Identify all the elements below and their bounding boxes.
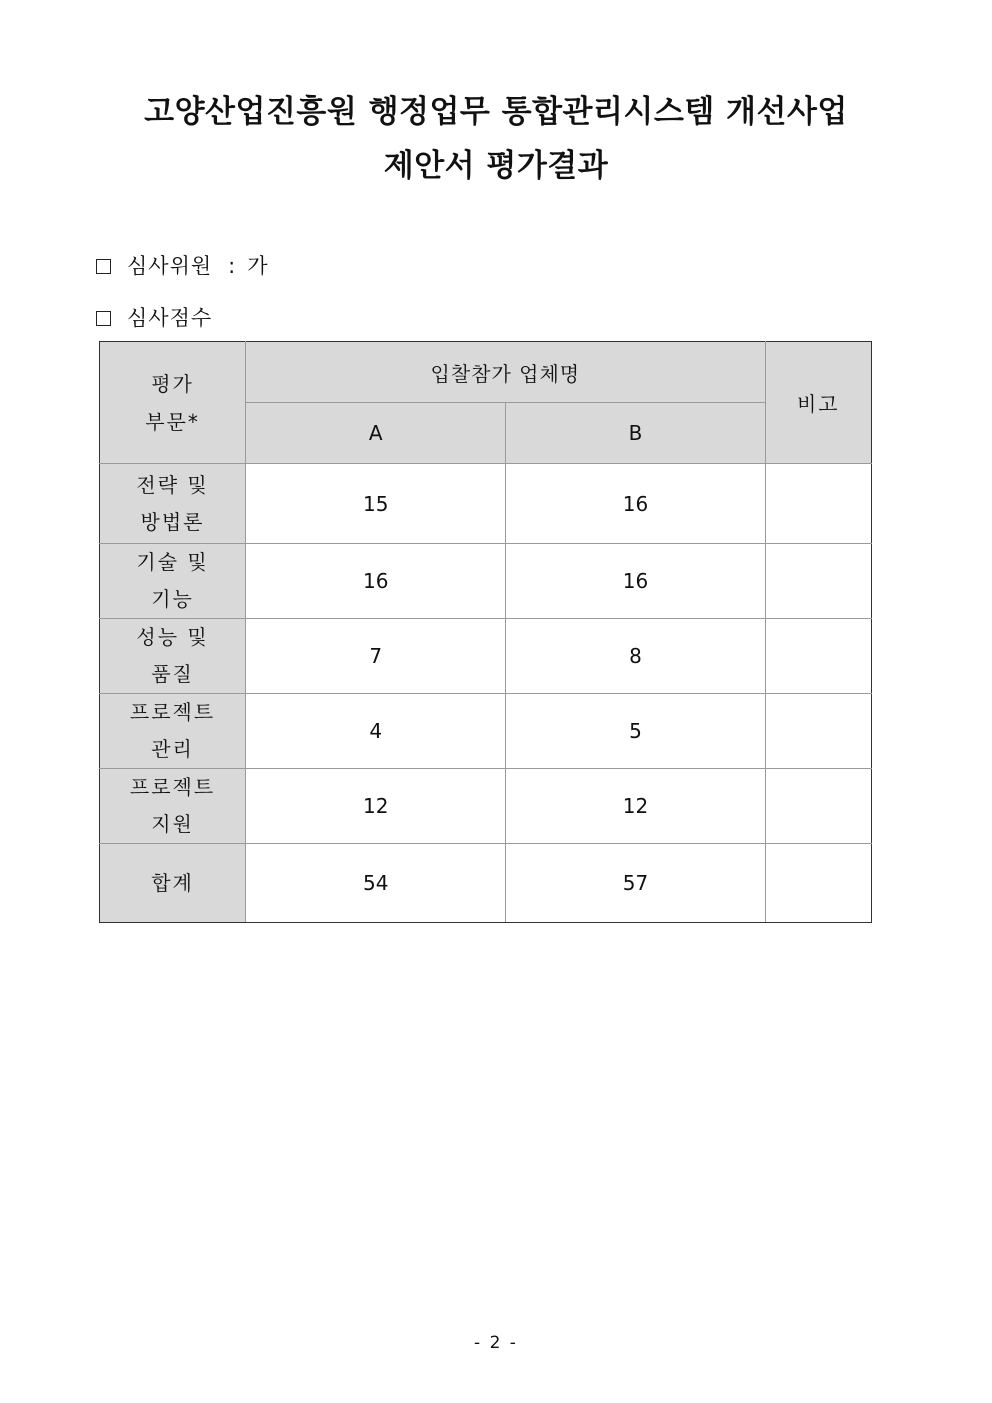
row-score-a: 15 bbox=[246, 464, 506, 544]
row-note bbox=[765, 769, 871, 844]
evaluator-separator: : bbox=[228, 254, 236, 278]
header-category-line2: 부문* bbox=[145, 409, 200, 434]
table-header-row bbox=[100, 342, 872, 403]
square-bullet-icon bbox=[96, 311, 111, 326]
score-section-label: 심사점수 bbox=[127, 306, 213, 330]
row-category bbox=[100, 769, 246, 844]
row-category bbox=[100, 694, 246, 769]
row-category-line1: 프로젝트 bbox=[129, 700, 216, 724]
row-score-a: 4 bbox=[246, 694, 506, 769]
header-note: 비고 bbox=[765, 342, 871, 464]
evaluator-label: 심사위원 bbox=[127, 254, 213, 278]
row-category bbox=[100, 619, 246, 694]
page-number: - 2 - bbox=[474, 1333, 518, 1353]
row-score-b: 8 bbox=[506, 619, 765, 694]
document-title-line2: 제안서 평가결과 bbox=[383, 148, 609, 184]
evaluator-line bbox=[96, 252, 268, 280]
table-row bbox=[100, 544, 872, 619]
row-note bbox=[765, 619, 871, 694]
header-category-line1: 평가 bbox=[151, 371, 194, 396]
evaluator-value: 가 bbox=[247, 254, 268, 278]
square-bullet-icon bbox=[96, 259, 111, 274]
row-score-a: 12 bbox=[246, 769, 506, 844]
row-note bbox=[765, 464, 871, 544]
row-category-line2: 관리 bbox=[151, 737, 194, 761]
row-score-b: 16 bbox=[506, 544, 765, 619]
row-category-line2: 기능 bbox=[151, 587, 194, 611]
total-score-b: 57 bbox=[506, 844, 765, 923]
table-row bbox=[100, 769, 872, 844]
row-category-line2: 품질 bbox=[151, 662, 194, 686]
score-table bbox=[99, 341, 872, 923]
row-category-line1: 기술 및 bbox=[136, 550, 209, 574]
row-score-b: 5 bbox=[506, 694, 765, 769]
row-note bbox=[765, 694, 871, 769]
document-title-line1: 고양산업진흥원 행정업무 통합관리시스템 개선사업 bbox=[144, 94, 848, 130]
table-row bbox=[100, 619, 872, 694]
table-total-row bbox=[100, 844, 872, 923]
total-score-a: 54 bbox=[246, 844, 506, 923]
score-section-line bbox=[96, 304, 212, 332]
row-category-line1: 프로젝트 bbox=[129, 775, 216, 799]
header-bidders-group: 입찰참가 업체명 bbox=[246, 342, 766, 403]
row-score-b: 12 bbox=[506, 769, 765, 844]
row-category-line1: 성능 및 bbox=[136, 625, 209, 649]
row-score-a: 16 bbox=[246, 544, 506, 619]
row-category-line2: 지원 bbox=[151, 812, 194, 836]
header-bidder-b: B bbox=[506, 403, 765, 464]
header-bidder-a: A bbox=[246, 403, 506, 464]
total-note bbox=[765, 844, 871, 923]
total-label: 합계 bbox=[100, 844, 246, 923]
row-category-line2: 방법론 bbox=[140, 509, 205, 534]
row-category bbox=[100, 464, 246, 544]
row-category bbox=[100, 544, 246, 619]
table-row bbox=[100, 464, 872, 544]
row-score-b: 16 bbox=[506, 464, 765, 544]
row-score-a: 7 bbox=[246, 619, 506, 694]
row-note bbox=[765, 544, 871, 619]
row-category-line1: 전략 및 bbox=[136, 472, 209, 497]
header-category-cell bbox=[100, 342, 246, 464]
table-row bbox=[100, 694, 872, 769]
